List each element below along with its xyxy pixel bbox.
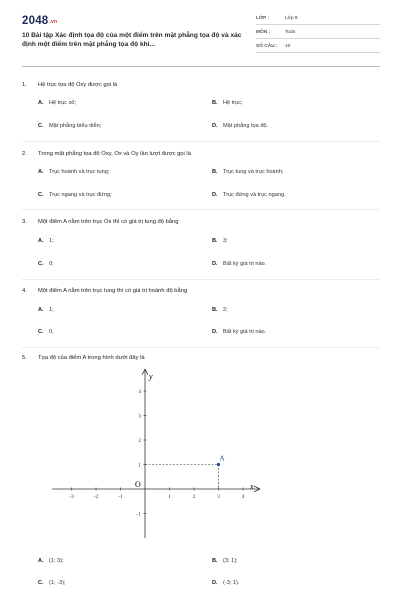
x-tick-label: 4 xyxy=(241,494,245,500)
question-text: Hệ trục tọa độ Oxy được gọi là xyxy=(38,82,118,88)
q5-option-c[interactable] xyxy=(38,580,65,586)
option-letter: A. xyxy=(38,169,44,175)
option-text: Trục ngang và trục đứng; xyxy=(49,192,112,198)
option-text: Trục đứng và trục ngang. xyxy=(223,192,286,198)
option-text: Mặt phẳng biểu diễn; xyxy=(49,123,102,129)
question-separator xyxy=(22,347,380,348)
q2-option-b[interactable] xyxy=(212,169,283,175)
option-text: Trục tung và trục hoành; xyxy=(223,169,284,175)
option-letter: D. xyxy=(212,123,218,129)
question-1-stem xyxy=(22,82,117,88)
question-separator xyxy=(22,141,380,142)
option-letter: A. xyxy=(38,307,44,313)
option-text: Bất kỳ giá trị nào. xyxy=(223,261,267,267)
q5-option-d[interactable] xyxy=(212,580,239,586)
meta-subject-value: Toán xyxy=(285,30,296,35)
q1-option-c[interactable] xyxy=(38,123,101,129)
q3-option-d[interactable] xyxy=(212,261,266,267)
option-text: 0; xyxy=(49,261,54,267)
y-axis-label: y xyxy=(149,372,153,381)
y-tick-label: 4 xyxy=(138,389,141,395)
meta-subject-key: MÔN : xyxy=(256,30,271,35)
q1-option-b[interactable] xyxy=(212,100,243,106)
question-number: 2. xyxy=(22,151,27,157)
option-letter: A. xyxy=(38,238,44,244)
option-letter: D. xyxy=(212,580,218,586)
meta-class-value: Lớp 8 xyxy=(285,16,298,21)
q3-option-c[interactable] xyxy=(38,261,54,267)
q3-option-b[interactable] xyxy=(212,238,228,244)
option-letter: C. xyxy=(38,192,44,198)
y-tick-label: 1 xyxy=(138,462,141,469)
option-text: 2; xyxy=(223,307,228,313)
question-3-stem xyxy=(22,219,179,225)
option-text: 0; xyxy=(49,329,54,335)
option-letter: C. xyxy=(38,329,44,335)
option-text: 1; xyxy=(49,307,54,313)
option-text: Mặt phẳng tọa độ. xyxy=(223,123,269,129)
meta-count-row xyxy=(256,41,380,53)
option-text: (3; 1); xyxy=(223,558,238,564)
q4-option-c[interactable] xyxy=(38,329,54,335)
option-letter: A. xyxy=(38,558,44,564)
option-letter: C. xyxy=(38,261,44,267)
q2-option-a[interactable] xyxy=(38,169,109,175)
question-separator xyxy=(22,279,380,280)
option-text: (1; 3); xyxy=(49,558,64,564)
question-number: 5. xyxy=(22,355,27,361)
q1-option-a[interactable] xyxy=(38,100,76,106)
coordinate-plane xyxy=(52,370,259,538)
meta-count-value: 10 xyxy=(285,44,291,49)
x-tick-label: -3 xyxy=(69,494,74,500)
x-tick-label: 1 xyxy=(168,494,171,500)
option-letter: B. xyxy=(212,100,218,106)
x-tick-label: 3 xyxy=(217,494,220,500)
question-4-stem xyxy=(22,288,187,294)
question-text: Trong mặt phẳng tọa độ Oxy, Ox và Oy lần lượt được gọi là xyxy=(38,151,191,157)
option-text: (1; -3); xyxy=(49,580,66,586)
x-axis-label: x xyxy=(250,482,254,491)
option-text: Hệ trục; xyxy=(223,100,243,106)
x-tick-label: -1 xyxy=(118,494,123,500)
q1-option-d[interactable] xyxy=(212,123,268,129)
question-number: 4. xyxy=(22,288,27,294)
site-logo[interactable] xyxy=(22,15,57,27)
meta-class-row xyxy=(256,13,380,25)
q4-option-a[interactable] xyxy=(38,307,54,313)
q4-option-b[interactable] xyxy=(212,307,228,313)
header-divider xyxy=(22,66,380,67)
question-2-stem xyxy=(22,151,191,157)
origin-label: O xyxy=(135,480,141,489)
option-text: Bất kỳ giá trị nào. xyxy=(223,329,267,335)
option-text: Trục hoành và trục tung; xyxy=(49,169,110,175)
q3-option-a[interactable] xyxy=(38,238,54,244)
meta-subject-row xyxy=(256,27,380,39)
option-text: 3; xyxy=(223,238,228,244)
y-tick-label: 2 xyxy=(138,438,141,444)
q5-option-b[interactable] xyxy=(212,558,238,564)
worksheet-title: 10 Bài tập Xác định tọa độ của một điểm trên mặt phẳng tọa độ và xác định một điểm trên mặt phẳng tọa độ khi... xyxy=(22,32,242,48)
question-5-stem xyxy=(22,355,145,361)
logo-text: 2048 xyxy=(22,15,49,27)
option-letter: C. xyxy=(38,580,44,586)
question-separator xyxy=(22,209,380,210)
option-letter: D. xyxy=(212,261,218,267)
option-text: 1; xyxy=(49,238,54,244)
x-tick-label: 2 xyxy=(192,494,196,500)
option-letter: A. xyxy=(38,100,44,106)
option-text: (-3; 1). xyxy=(223,580,240,586)
y-tick-label: -1 xyxy=(136,511,141,518)
question-number: 3. xyxy=(22,219,27,225)
question-number: 1. xyxy=(22,82,27,88)
y-tick-label: 3 xyxy=(138,413,141,420)
option-letter: B. xyxy=(212,169,218,175)
q5-option-a[interactable] xyxy=(38,558,64,564)
x-tick-label: -2 xyxy=(93,494,99,500)
point-a-marker xyxy=(217,463,220,466)
option-letter: C. xyxy=(38,123,44,129)
option-letter: D. xyxy=(212,329,218,335)
option-letter: D. xyxy=(212,192,218,198)
option-letter: B. xyxy=(212,307,218,313)
question-text: Một điểm A nằm trên trục Ox thì có giá trị tung độ bằng xyxy=(38,219,179,225)
option-letter: B. xyxy=(212,558,218,564)
question-text: Tọa độ của điểm A trong hình dưới đây là xyxy=(38,355,145,361)
logo-suffix: .vn xyxy=(49,19,58,25)
option-text: Hệ trục số; xyxy=(49,100,77,106)
meta-count-key: SỐ CÂU : xyxy=(256,44,278,49)
meta-class-key: LỚP : xyxy=(256,16,270,21)
q2-option-c[interactable] xyxy=(38,192,112,198)
q2-option-d[interactable] xyxy=(212,192,286,198)
option-letter: B. xyxy=(212,238,218,244)
point-a-label: A xyxy=(219,454,225,463)
question-text: Một điểm A nằm trên trục tung thì có giá trị hoành độ bằng xyxy=(38,288,188,294)
q4-option-d[interactable] xyxy=(212,329,266,335)
